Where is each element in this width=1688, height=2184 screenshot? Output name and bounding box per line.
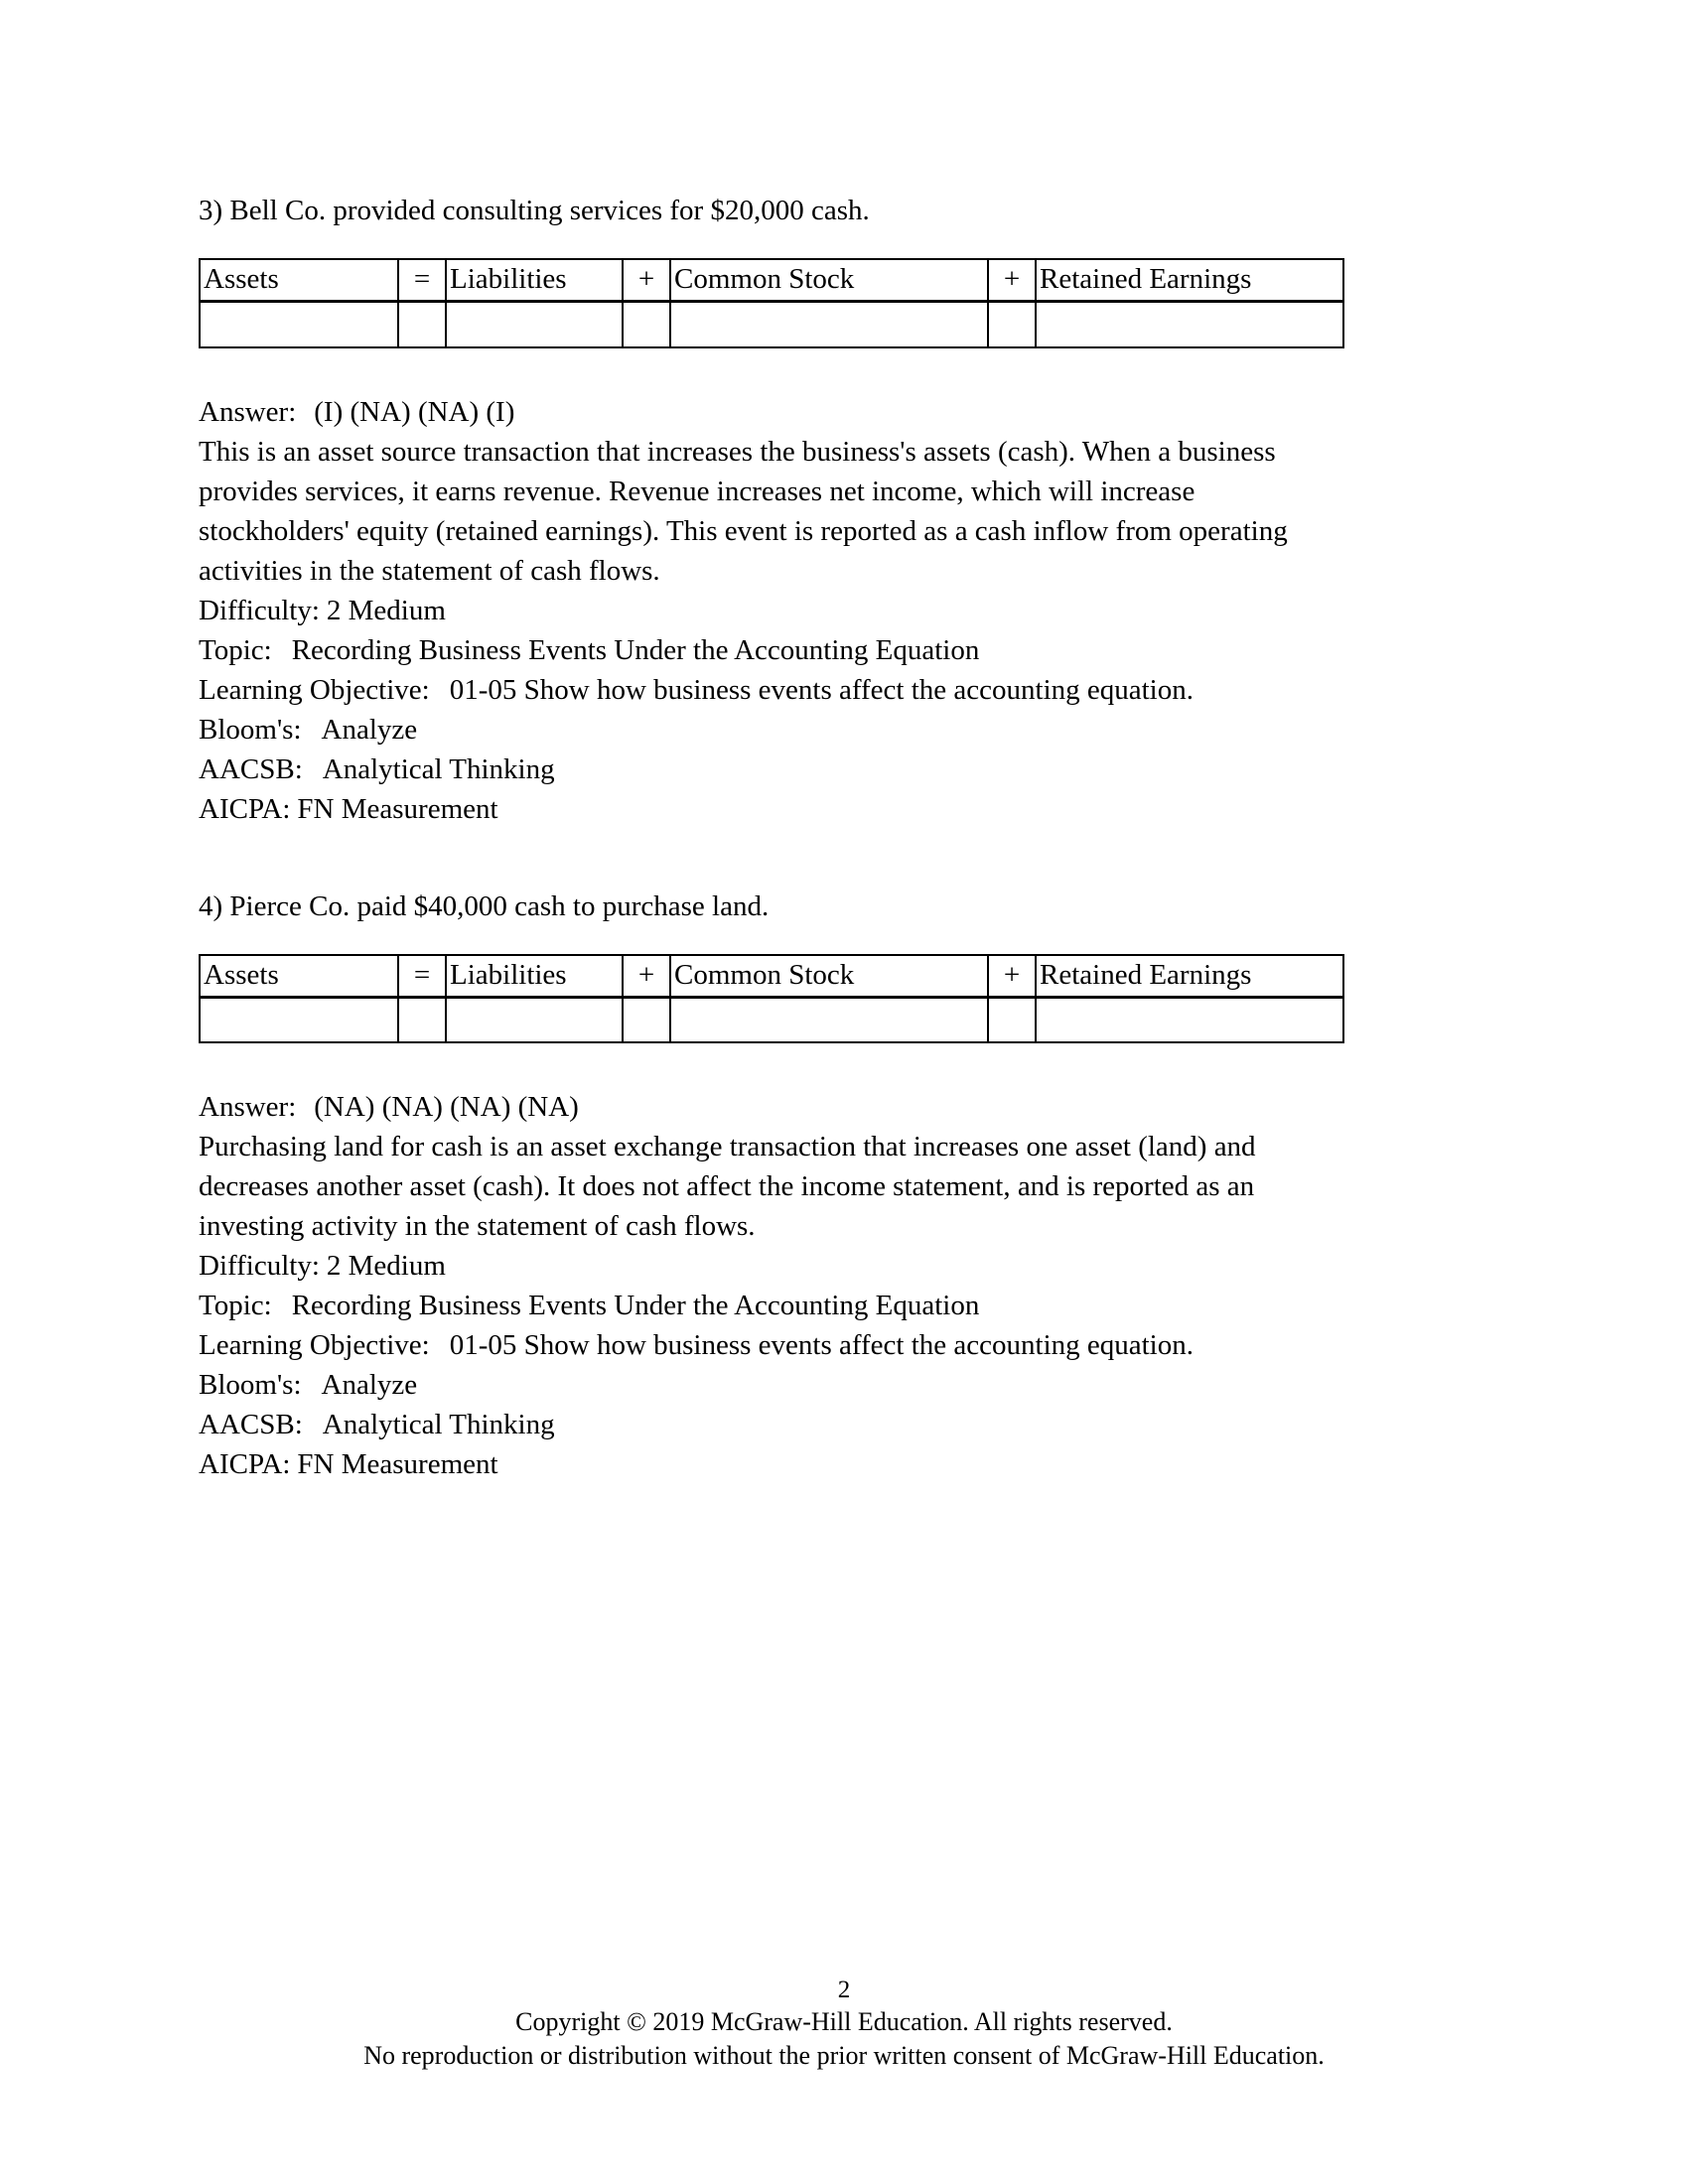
answer-line [199, 1087, 1489, 1127]
table-header-liabilities: Liabilities [446, 955, 623, 998]
table-header-liabilities: Liabilities [446, 259, 623, 302]
table-header-plus-1: + [623, 955, 670, 998]
copyright-notice: Copyright © 2019 McGraw-Hill Education. All rights reserved. [515, 2007, 1173, 2036]
table-row [200, 302, 1343, 347]
meta-value: 01-05 Show how business events affect the accounting equation. [449, 1329, 1194, 1361]
answer-explanation [199, 1127, 1489, 1246]
meta-value: Analytical Thinking [322, 1409, 555, 1440]
meta-value: FN Measurement [297, 792, 498, 825]
meta-label: Difficulty: [199, 594, 320, 626]
explanation-line: activities in the statement of cash flows. [199, 554, 660, 587]
table-cell-assets[interactable] [200, 997, 398, 1042]
meta-label: AACSB: [199, 1409, 303, 1440]
table-cell-equals[interactable] [398, 302, 446, 347]
question-block-4 [199, 887, 1489, 1485]
meta-value: Recording Business Events Under the Accounting Equation [291, 633, 980, 666]
table-cell-liabilities[interactable] [446, 302, 623, 347]
meta-value: Analyze [321, 713, 418, 746]
answer-label: Answer: [199, 395, 297, 428]
table-cell-plus-1[interactable] [623, 302, 670, 347]
meta-topic [199, 630, 1489, 670]
meta-aacsb [199, 750, 1489, 789]
meta-aacsb [199, 1405, 1489, 1444]
table-header-plus-2: + [988, 955, 1036, 998]
meta-value: Analyze [321, 1369, 418, 1401]
table-header-assets: Assets [200, 259, 398, 302]
table-cell-retained-earnings[interactable] [1036, 302, 1343, 347]
meta-aicpa [199, 1444, 1489, 1484]
page-content [199, 191, 1489, 1484]
meta-label: Learning Objective: [199, 673, 430, 706]
meta-difficulty [199, 1246, 1489, 1286]
table-cell-assets[interactable] [200, 302, 398, 347]
explanation-line: This is an asset source transaction that increases the business's assets (cash). When a business [199, 435, 1276, 468]
accounting-equation-table [199, 258, 1344, 348]
question-prompt: 4) Pierce Co. paid $40,000 cash to purchase land. [199, 889, 770, 922]
table-header-plus-1: + [623, 259, 670, 302]
table-cell-common-stock[interactable] [670, 302, 988, 347]
table-header-equals: = [398, 955, 446, 998]
table-header-retained-earnings: Retained Earnings [1036, 955, 1343, 998]
answer-block [199, 1087, 1489, 1484]
meta-value: Analytical Thinking [322, 752, 555, 785]
answer-block [199, 392, 1489, 829]
meta-label: AICPA: [199, 1448, 291, 1480]
answer-value: (NA) (NA) (NA) (NA) [314, 1091, 579, 1123]
meta-label: Difficulty: [199, 1250, 320, 1282]
meta-value: 01-05 Show how business events affect the accounting equation. [449, 673, 1194, 706]
meta-label: Bloom's: [199, 713, 302, 746]
table-cell-retained-earnings[interactable] [1036, 997, 1343, 1042]
explanation-line: Purchasing land for cash is an asset exchange transaction that increases one asset (land) and [199, 1131, 1256, 1162]
meta-label: Topic: [199, 633, 272, 666]
table-cell-plus-2[interactable] [988, 302, 1036, 347]
meta-label: AICPA: [199, 792, 291, 825]
table-row [200, 997, 1343, 1042]
meta-learning-objective [199, 670, 1489, 710]
explanation-line: stockholders' equity (retained earnings). This event is reported as a cash inflow from operating [199, 514, 1288, 547]
section-divider [199, 829, 1489, 887]
table-header-plus-2: + [988, 259, 1036, 302]
table-cell-liabilities[interactable] [446, 997, 623, 1042]
page-number: 2 [837, 1977, 851, 2003]
table-cell-equals[interactable] [398, 997, 446, 1042]
meta-value: 2 Medium [326, 594, 446, 626]
meta-value: FN Measurement [297, 1448, 498, 1480]
explanation-line: decreases another asset (cash). It does not affect the income statement, and is reported as an [199, 1170, 1255, 1202]
accounting-equation-table [199, 954, 1344, 1044]
table-header-assets: Assets [200, 955, 398, 998]
table-cell-plus-2[interactable] [988, 997, 1036, 1042]
answer-value: (I) (NA) (NA) (I) [314, 395, 515, 428]
meta-label: Topic: [199, 1290, 272, 1321]
table-cell-common-stock[interactable] [670, 997, 988, 1042]
meta-label: Bloom's: [199, 1369, 302, 1401]
meta-value: Recording Business Events Under the Accounting Equation [291, 1290, 980, 1321]
meta-learning-objective [199, 1325, 1489, 1365]
answer-line [199, 392, 1489, 432]
meta-blooms [199, 1365, 1489, 1405]
page-footer [0, 1976, 1688, 2073]
table-header-retained-earnings: Retained Earnings [1036, 259, 1343, 302]
question-block-3 [199, 191, 1489, 829]
table-cell-plus-1[interactable] [623, 997, 670, 1042]
table-header-equals: = [398, 259, 446, 302]
meta-label: AACSB: [199, 752, 303, 785]
table-header-common-stock: Common Stock [670, 955, 988, 998]
table-header-row [200, 259, 1343, 302]
meta-topic [199, 1286, 1489, 1325]
table-header-common-stock: Common Stock [670, 259, 988, 302]
meta-aicpa [199, 789, 1489, 829]
meta-value: 2 Medium [326, 1250, 446, 1282]
meta-label: Learning Objective: [199, 1329, 430, 1361]
table-header-row [200, 955, 1343, 998]
meta-blooms [199, 710, 1489, 750]
explanation-line: investing activity in the statement of cash flows. [199, 1210, 756, 1242]
reproduction-restriction: No reproduction or distribution without the prior written consent of McGraw-Hill Education. [363, 2041, 1325, 2070]
answer-explanation [199, 432, 1489, 591]
explanation-line: provides services, it earns revenue. Revenue increases net income, which will increase [199, 475, 1196, 507]
question-prompt: 3) Bell Co. provided consulting services for $20,000 cash. [199, 195, 870, 226]
answer-label: Answer: [199, 1091, 297, 1123]
meta-difficulty [199, 591, 1489, 630]
